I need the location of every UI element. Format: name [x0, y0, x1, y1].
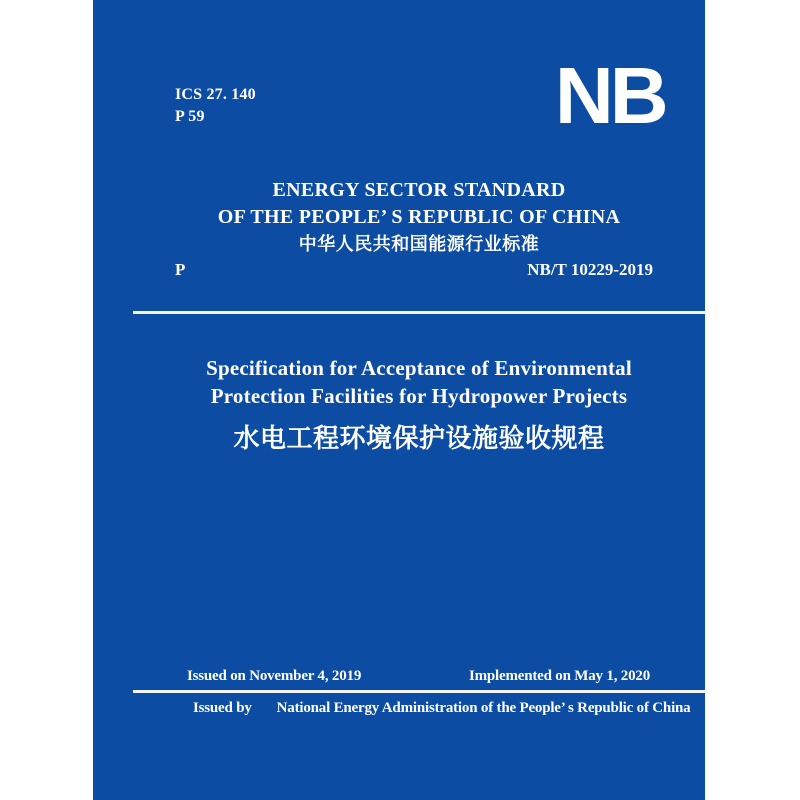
issued-by-value: National Energy Administration of the People’ s Republic of China: [276, 700, 691, 716]
standard-cover: [93, 0, 705, 800]
dates-row: [187, 667, 650, 686]
standard-number: NB/T 10229-2019: [527, 260, 653, 279]
standard-name-zh: 中华人民共和国能源行业标准: [298, 234, 540, 254]
issued-date: Issued on November 4, 2019: [187, 668, 362, 684]
standard-name-en-line2: OF THE PEOPLE’ S REPUBLIC OF CHINA: [217, 206, 621, 228]
ics-code: ICS 27. 140: [175, 86, 256, 103]
standard-name-block: [133, 177, 705, 257]
class-number-row: [175, 260, 653, 280]
issued-by-label: Issued by: [193, 700, 252, 716]
bottom-divider-rule: [133, 690, 705, 693]
nb-logo: NB: [555, 51, 665, 140]
title-en-line1: Specification for Acceptance of Environmental: [206, 356, 632, 380]
title-block: [133, 355, 705, 455]
implemented-date: Implemented on May 1, 2020: [468, 668, 650, 684]
classification-code: P 59: [175, 108, 205, 125]
top-divider-rule: [133, 311, 705, 314]
issuer-row: [193, 699, 691, 718]
title-en-line2: Protection Facilities for Hydropower Projects: [210, 383, 628, 408]
ics-block: [175, 84, 256, 128]
standard-name-en-line1: ENERGY SECTOR STANDARD: [272, 179, 566, 201]
class-letter: P: [175, 260, 186, 279]
title-zh: 水电工程环境保护设施验收规程: [233, 424, 605, 453]
